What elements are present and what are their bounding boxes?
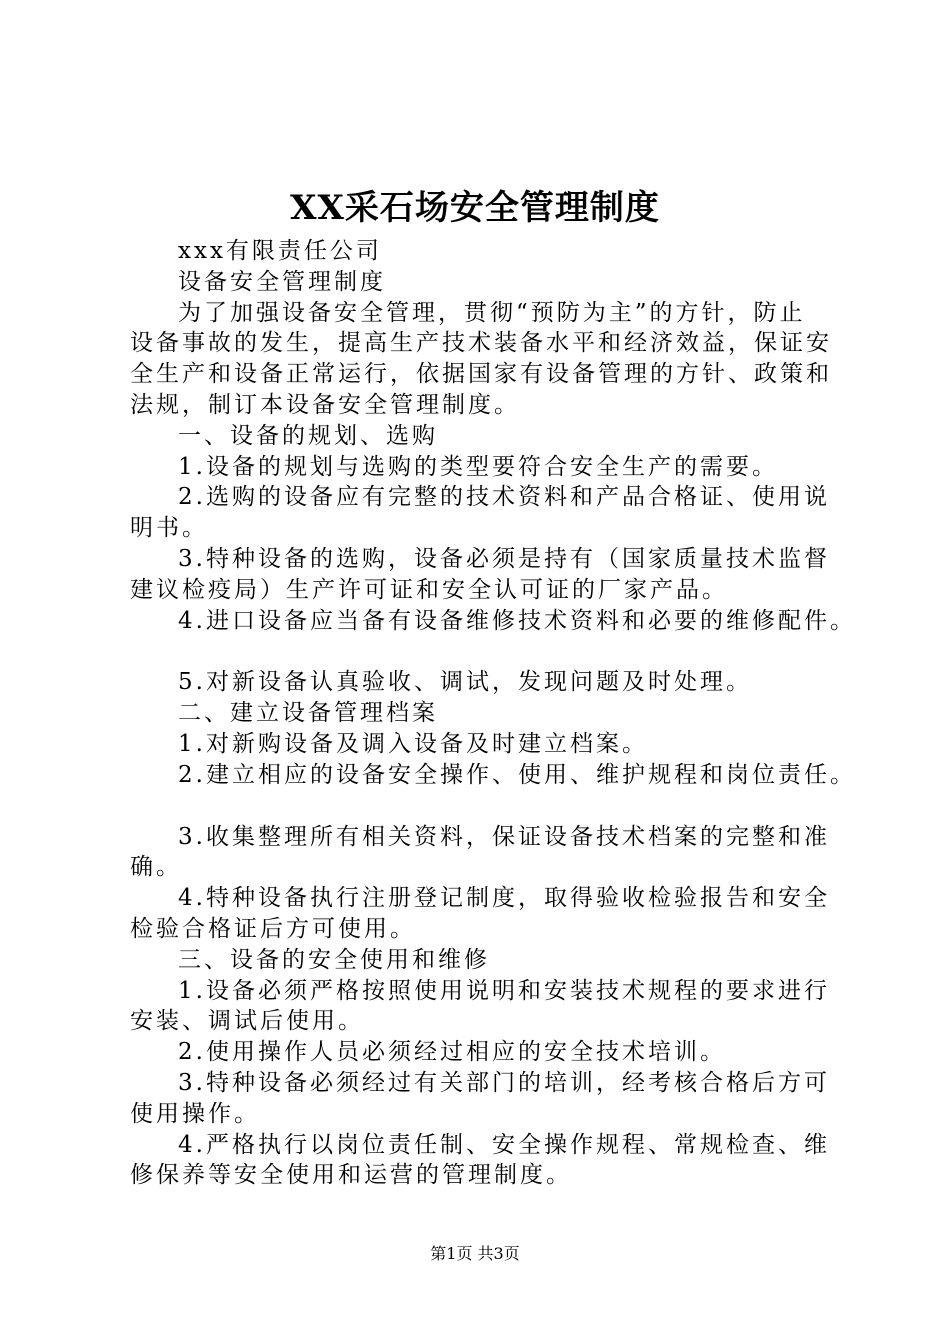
clause-1-2: 2.选购的设备应有完整的技术资料和产品合格证、使用说 (178, 484, 830, 511)
intro-line: 设备事故的发生，提高生产技术装备水平和经济效益，保证安 (130, 330, 832, 357)
clause-3-2: 2.使用操作人员必须经过相应的安全技术培训。 (178, 1039, 726, 1066)
clause-2-4-cont: 检验合格证后方可使用。 (130, 915, 416, 942)
clause-3-3: 3.特种设备必须经过有关部门的培训，经考核合格后方可 (178, 1069, 830, 1096)
clause-1-2-cont: 明书。 (130, 515, 208, 542)
clause-1-3: 3.特种设备的选购，设备必须是持有（国家质量技术监督 (178, 545, 830, 572)
clause-1-5: 5.对新设备认真验收、调试，发现问题及时处理。 (178, 669, 752, 696)
intro-paragraph (130, 298, 832, 421)
section-heading-2: 二、建立设备管理档案 (178, 700, 438, 727)
system-name: 设备安全管理制度 (178, 268, 386, 295)
clause-2-4: 4.特种设备执行注册登记制度，取得验收检验报告和安全 (178, 885, 830, 912)
clause-1-3-cont: 建议检疫局）生产许可证和安全认可证的厂家产品。 (130, 576, 728, 603)
intro-line: 全生产和设备正常运行，依据国家有设备管理的方针、政策和 (130, 361, 832, 388)
clause-1-4: 4.进口设备应当备有设备维修技术资料和必要的维修配件。 (178, 607, 856, 634)
clause-3-1: 1.设备必须严格按照使用说明和安装技术规程的要求进行 (178, 977, 830, 1004)
clause-2-3: 3.收集整理所有相关资料，保证设备技术档案的完整和准 (178, 823, 830, 850)
clause-2-2: 2.建立相应的设备安全操作、使用、维护规程和岗位责任。 (178, 761, 856, 788)
clause-2-3-cont: 确。 (130, 854, 182, 881)
page-footer: 第1页 共3页 (430, 1244, 520, 1263)
intro-line: 法规，制订本设备安全管理制度。 (130, 391, 520, 418)
section-heading-1: 一、设备的规划、选购 (178, 422, 438, 449)
clause-3-4: 4.严格执行以岗位责任制、安全操作规程、常规检查、维 (178, 1131, 830, 1158)
company-name: xxx有限责任公司 (178, 238, 382, 264)
section-heading-3: 三、设备的安全使用和维修 (178, 946, 490, 973)
clause-3-4-cont: 修保养等安全使用和运营的管理制度。 (130, 1162, 572, 1189)
clause-3-1-cont: 安装、调试后使用。 (130, 1008, 364, 1035)
intro-line: 为了加强设备安全管理，贯彻“预防为主”的方针，防止 (178, 299, 806, 326)
clause-3-3-cont: 使用操作。 (130, 1100, 260, 1127)
clause-2-1: 1.对新购设备及调入设备及时建立档案。 (178, 730, 648, 757)
document-body (130, 236, 856, 1191)
clause-1-1: 1.设备的规划与选购的类型要符合安全生产的需要。 (178, 453, 778, 480)
document-title: XX采石场安全管理制度 (290, 188, 660, 228)
